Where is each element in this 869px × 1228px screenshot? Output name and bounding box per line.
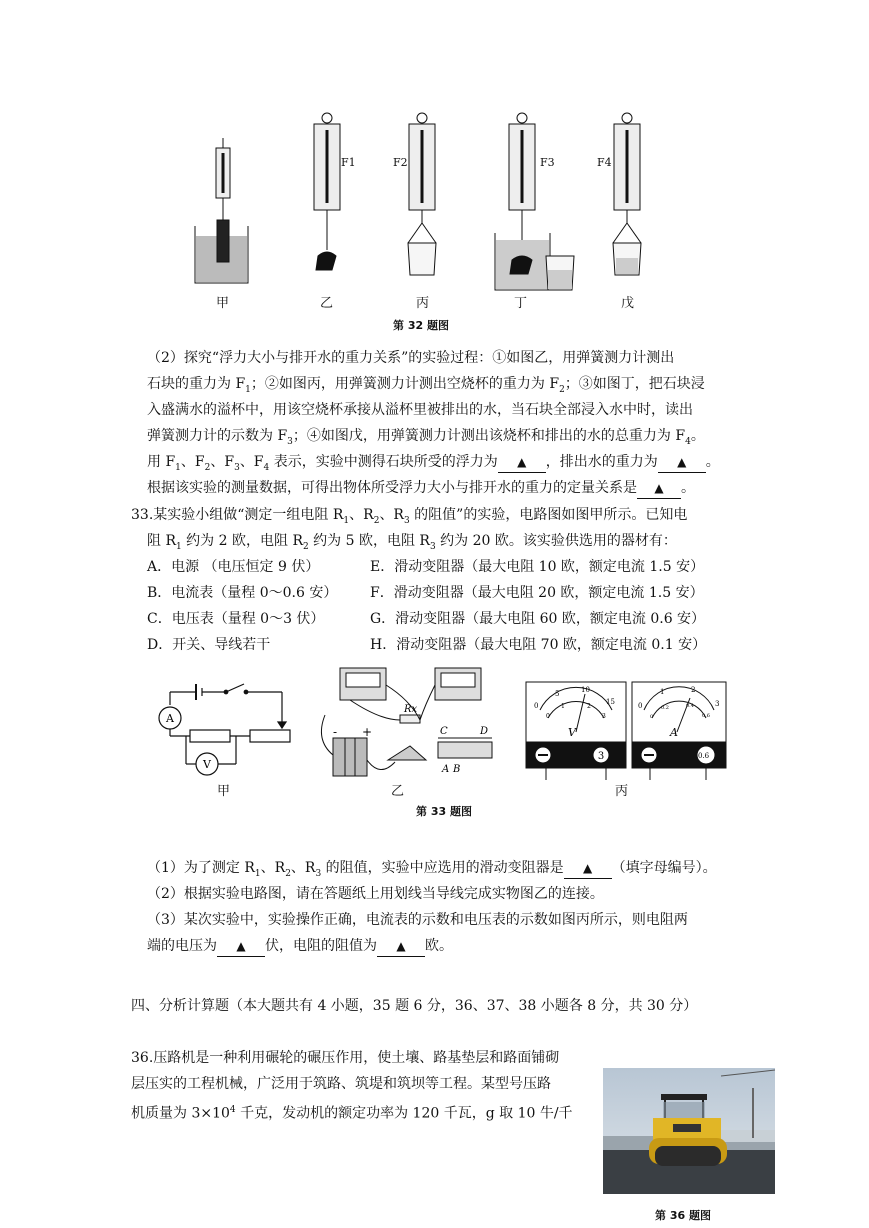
fig33-v-inner-1: 1 bbox=[561, 703, 565, 710]
fig33-a-inner-0: 0 bbox=[650, 714, 654, 720]
fig33-a-tick-0: 0 bbox=[638, 702, 643, 710]
fig33-v-symbol: V bbox=[568, 726, 576, 739]
fig33-v-terminal: 3 bbox=[597, 751, 605, 762]
fig32-sublabel-yi: 乙 bbox=[320, 296, 334, 311]
section-4-heading: 四、分析计算题（本大题共有 4 小题，35 题 6 分，36、37、38 小题各 8 分，共 30 分） bbox=[131, 998, 698, 1014]
q33-option-G: G．滑动变阻器（最大电阻 60 欧，额定电流 0.6 安） bbox=[370, 611, 706, 627]
fig33-v-tick-0: 0 bbox=[534, 702, 539, 710]
fig32-yi bbox=[314, 113, 340, 270]
q32-line-6: 根据该实验的测量数据，可得出物体所受浮力大小与排开水的重力的定量关系是 ▲ 。 bbox=[147, 478, 695, 499]
q36-line-1: 36.压路机是一种利用碾轮的碾压作用，使土壤、路基垫层和路面铺砌 bbox=[131, 1050, 560, 1066]
figure-32 bbox=[190, 108, 690, 313]
fig33-rheostat-B: B bbox=[453, 764, 461, 775]
fig33-jia-circuit bbox=[159, 684, 290, 775]
q36-photo-caption: 第 36 题图 bbox=[655, 1209, 711, 1222]
q32-line-1: （2）探究“浮力大小与排开水的重力关系”的实验过程：①如图乙，用弹簧测力计测出 bbox=[147, 350, 675, 366]
q32-line-4: 弹簧测力计的示数为 $F_3$；④如图戊，用弹簧测力计测出该烧杯和排出的水的总重力为 $F_4$。 bbox=[147, 428, 705, 447]
road-roller-photo bbox=[603, 1068, 775, 1194]
fig33-v-tick-15: 15 bbox=[606, 698, 615, 706]
fig33-rheostat-D: D bbox=[480, 726, 489, 737]
fig33-sublabel-yi: 乙 bbox=[391, 784, 405, 799]
q32-line-2: 石块的重力为 $F_1$；②如图丙，用弹簧测力计测出空烧杯的重力为 $F_2$；③如图丁，把石块浸 bbox=[147, 376, 705, 395]
fig33-battery-minus: - bbox=[333, 725, 338, 739]
fig33-sublabel-jia: 甲 bbox=[217, 784, 231, 799]
fig33-voltmeter-symbol: V bbox=[203, 758, 211, 771]
fig33-yi-apparatus bbox=[321, 668, 492, 776]
q33-sub-1: （1）为了测定 $R_1$、$R_2$、$R_3$ 的阻值，实验中应选用的滑动变阻器是 ▲ （填字母编号）。 bbox=[147, 860, 717, 879]
q36-line-3: 机质量为 $3\times 10^4$ 千克，发动机的额定功率为 120 千瓦，g 取 10 牛/千 bbox=[131, 1105, 573, 1122]
q32-line-5: 用 $F_1$、$F_2$、$F_3$、$F_4$ 表示，实验中测得石块所受的浮力为 ▲ ，排出水的重力为 ▲ 。 bbox=[147, 454, 720, 473]
q33-answer-blank-rheostat[interactable]: ▲ bbox=[564, 858, 612, 879]
q33-sub-3-line-1: （3）某次实验中，实验操作正确，电流表的示数和电压表的示数如图丙所示，则电阻两 bbox=[147, 912, 688, 928]
q33-option-A: A．电源 （电压恒定 9 伏） bbox=[147, 559, 320, 575]
fig32-ding bbox=[495, 113, 574, 290]
q33-line-1: 33.某实验小组做“测定一组电阻 $R_1$、$R_2$、$R_3$ 的阻值”的实验，电路图如图甲所示。已知电 bbox=[131, 507, 688, 526]
fig32-label-F3: F3 bbox=[540, 156, 555, 169]
q32-answer-blank-relation[interactable]: ▲ bbox=[637, 478, 681, 499]
fig33-v-tick-10: 10 bbox=[581, 686, 590, 694]
fig33-rheostat-A: A bbox=[442, 764, 450, 775]
fig32-caption: 第 32 题图 bbox=[393, 319, 449, 332]
fig33-bing-ammeter bbox=[632, 682, 726, 780]
fig33-ammeter-symbol: A bbox=[166, 712, 174, 725]
q33-answer-blank-resistance[interactable]: ▲ bbox=[377, 936, 425, 957]
fig33-a-inner-06: 0.6 bbox=[702, 713, 710, 719]
fig33-a-inner-02: 0.2 bbox=[661, 705, 669, 711]
figure-32-drawing bbox=[190, 108, 690, 313]
fig33-a-tick-2: 2 bbox=[691, 686, 696, 694]
fig32-sublabel-jia: 甲 bbox=[216, 296, 230, 311]
fig33-a-inner-04: 0.4 bbox=[686, 703, 694, 709]
fig32-sublabel-wu: 戊 bbox=[621, 296, 635, 311]
q33-option-E: E．滑动变阻器（最大电阻 10 欧，额定电流 1.5 安） bbox=[370, 559, 705, 575]
fig32-sublabel-ding: 丁 bbox=[514, 296, 528, 311]
fig32-wu bbox=[613, 113, 641, 275]
fig32-bing bbox=[408, 113, 436, 275]
fig32-label-F2: F2 bbox=[393, 156, 408, 169]
q33-option-B: B．电流表（量程 0～0.6 安） bbox=[147, 585, 338, 601]
figure-33 bbox=[150, 660, 730, 800]
fig33-rheostat-C: C bbox=[440, 726, 448, 737]
fig33-sublabel-bing: 丙 bbox=[615, 784, 629, 799]
q33-sub-3-line-2: 端的电压为 ▲ 伏，电阻的阻值为 ▲ 欧。 bbox=[147, 936, 453, 957]
fig33-bing-voltmeter bbox=[526, 682, 626, 780]
q33-option-C: C．电压表（量程 0～3 伏） bbox=[147, 611, 325, 627]
fig33-a-tick-1: 1 bbox=[660, 688, 665, 696]
q33-line-2: 阻 $R_1$ 约为 2 欧，电阻 $R_2$ 约为 5 欧，电阻 $R_3$ 约为 20 欧。该实验供选用的器材有： bbox=[147, 533, 677, 552]
fig33-caption: 第 33 题图 bbox=[416, 805, 472, 818]
fig33-v-inner-3: 3 bbox=[602, 713, 606, 720]
fig32-sublabel-bing: 丙 bbox=[416, 296, 430, 311]
q33-sub-2: （2）根据实验电路图，请在答题纸上用划线当导线完成实物图乙的连接。 bbox=[147, 886, 604, 902]
q32-answer-blank-water-weight[interactable]: ▲ bbox=[658, 452, 706, 473]
q32-line-3: 入盛满水的溢杯中，用该空烧杯承接从溢杯里被排出的水，当石块全部浸入水中时，读出 bbox=[147, 402, 693, 418]
fig33-battery-plus: + bbox=[362, 725, 373, 739]
q33-option-D: D．开关、导线若干 bbox=[147, 637, 271, 653]
fig33-rx-label: Rx bbox=[404, 704, 418, 715]
fig33-v-tick-5: 5 bbox=[555, 690, 560, 698]
fig33-v-inner-0: 0 bbox=[546, 713, 550, 720]
fig33-a-tick-3: 3 bbox=[715, 700, 720, 708]
road-roller-photo-drawing bbox=[603, 1068, 775, 1194]
q33-answer-blank-voltage[interactable]: ▲ bbox=[217, 936, 265, 957]
fig33-v-inner-2: 2 bbox=[587, 703, 591, 710]
fig33-a-terminal: 0.6 bbox=[698, 752, 710, 760]
fig32-jia bbox=[195, 138, 248, 283]
fig32-label-F4: F4 bbox=[597, 156, 612, 169]
q32-answer-blank-buoyancy[interactable]: ▲ bbox=[498, 452, 546, 473]
fig33-a-symbol: A bbox=[670, 726, 678, 739]
q36-line-2: 层压实的工程机械，广泛用于筑路、筑堤和筑坝等工程。某型号压路 bbox=[131, 1076, 551, 1092]
fig32-label-F1: F1 bbox=[341, 156, 356, 169]
q33-option-F: F．滑动变阻器（最大电阻 20 欧，额定电流 1.5 安） bbox=[370, 585, 704, 601]
figure-33-drawing bbox=[150, 660, 730, 800]
q33-option-H: H．滑动变阻器（最大电阻 70 欧，额定电流 0.1 安） bbox=[370, 637, 707, 653]
